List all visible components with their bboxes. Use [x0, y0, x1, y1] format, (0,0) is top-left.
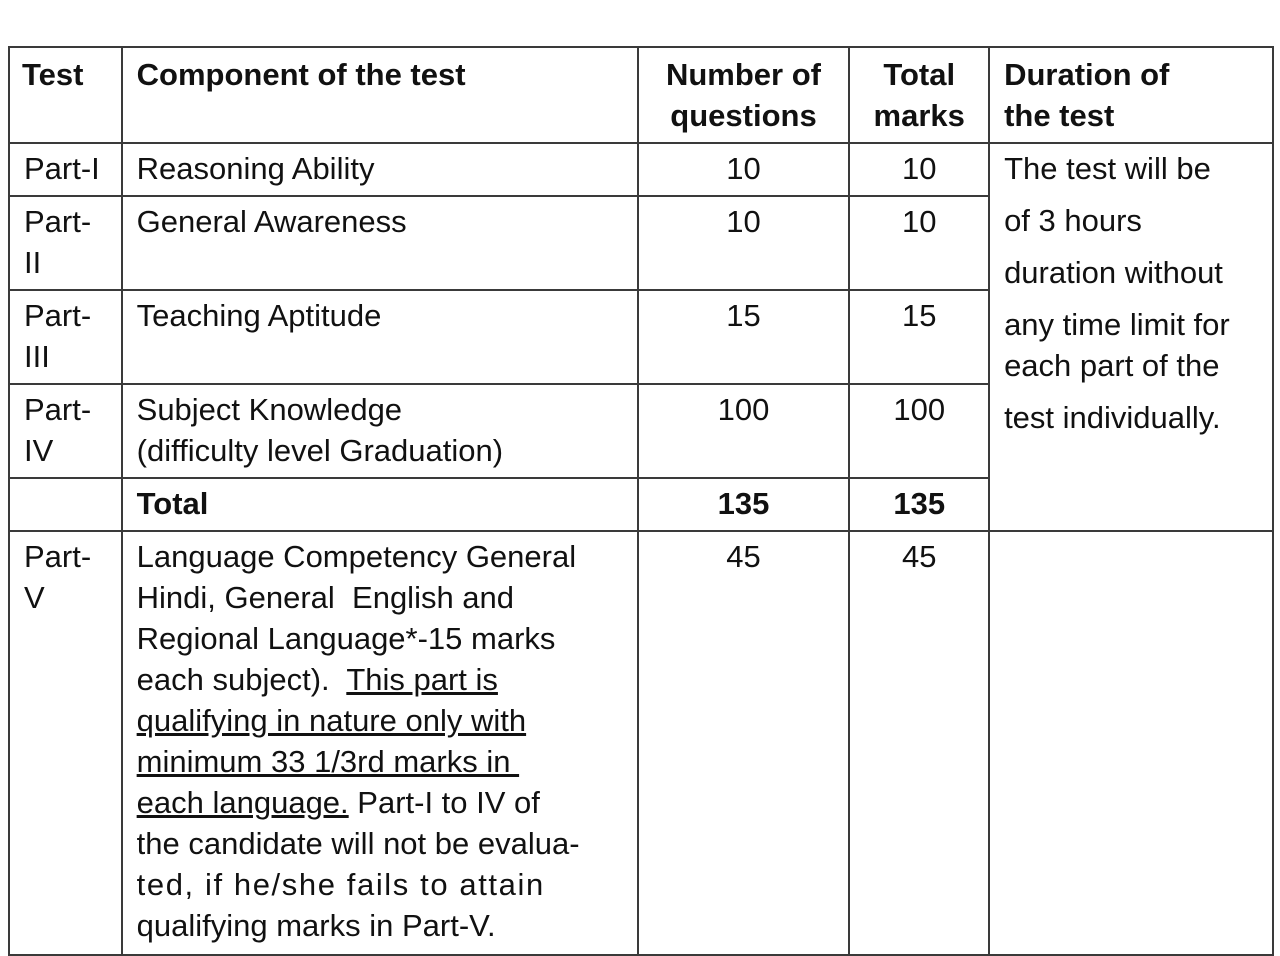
part5-component	[122, 531, 638, 955]
row-test: Part-I	[9, 143, 122, 196]
header-total-marks	[849, 47, 989, 143]
qualifying-note: qualifying in nature only with	[136, 703, 527, 738]
row-questions: 100	[638, 384, 850, 478]
header-num-line2: questions	[670, 98, 817, 133]
row-questions: 45	[638, 531, 850, 955]
row-component: General Awareness	[122, 196, 638, 290]
row-marks: 10	[849, 196, 989, 290]
header-marks-line2: marks	[873, 98, 965, 133]
qualifying-note: each language.	[136, 785, 349, 820]
header-component: Component of the test	[122, 47, 638, 143]
total-test-empty	[9, 478, 122, 531]
row-marks: 15	[849, 290, 989, 384]
row-test: Part-V	[9, 531, 122, 955]
header-number-of-questions	[638, 47, 850, 143]
row-test: Part-III	[9, 290, 122, 384]
total-questions: 135	[638, 478, 850, 531]
duration-line: test individually.	[1004, 400, 1221, 435]
duration-line: The test will be	[1004, 151, 1211, 186]
duration-line: any time limit for	[1004, 307, 1230, 342]
duration-line: of 3 hours	[1004, 203, 1142, 238]
row-marks: 100	[849, 384, 989, 478]
row-component-main: Subject Knowledge	[136, 392, 403, 427]
qualifying-note: This part is	[346, 662, 498, 697]
part5-line: qualifying marks in Part-V.	[136, 908, 496, 943]
duration-cell	[989, 143, 1273, 531]
header-duration	[989, 47, 1273, 143]
row-questions: 15	[638, 290, 850, 384]
part5-duration-empty	[989, 531, 1273, 955]
part5-line: ted, if he/she fails to attain	[136, 867, 545, 902]
header-marks-line1: Total	[883, 57, 956, 92]
test-pattern-table	[8, 46, 1274, 956]
header-duration-line1: Duration of	[1004, 57, 1170, 92]
table-row	[9, 143, 1273, 196]
row-marks: 45	[849, 531, 989, 955]
row-component-sub: (difficulty level Graduation)	[136, 433, 504, 468]
part5-line	[137, 659, 623, 700]
duration-line: duration without	[1004, 255, 1223, 290]
duration-line: each part of the	[1004, 348, 1220, 383]
total-marks: 135	[849, 478, 989, 531]
row-component: Teaching Aptitude	[122, 290, 638, 384]
part5-line: Hindi, General English and	[136, 580, 515, 615]
part5-line: the candidate will not be evalua-	[136, 826, 580, 861]
header-test: Test	[9, 47, 122, 143]
row-component	[122, 384, 638, 478]
part5-line: Language Competency General	[136, 539, 577, 574]
row-test: Part-IV	[9, 384, 122, 478]
part5-line: Regional Language*-15 marks	[136, 621, 556, 656]
row-marks: 10	[849, 143, 989, 196]
row-component: Reasoning Ability	[122, 143, 638, 196]
row-questions: 10	[638, 143, 850, 196]
qualifying-note: minimum 33 1/3rd marks in	[136, 744, 520, 779]
part5-line-text: each subject).	[136, 662, 347, 697]
part5-line-text: Part-I to IV of	[348, 785, 540, 820]
total-label: Total	[122, 478, 638, 531]
part5-line	[137, 782, 623, 823]
row-questions: 10	[638, 196, 850, 290]
header-duration-line2: the test	[1004, 98, 1115, 133]
header-row	[9, 47, 1273, 143]
row-test: Part-II	[9, 196, 122, 290]
header-num-line1: Number of	[665, 57, 821, 92]
part5-row	[9, 531, 1273, 955]
